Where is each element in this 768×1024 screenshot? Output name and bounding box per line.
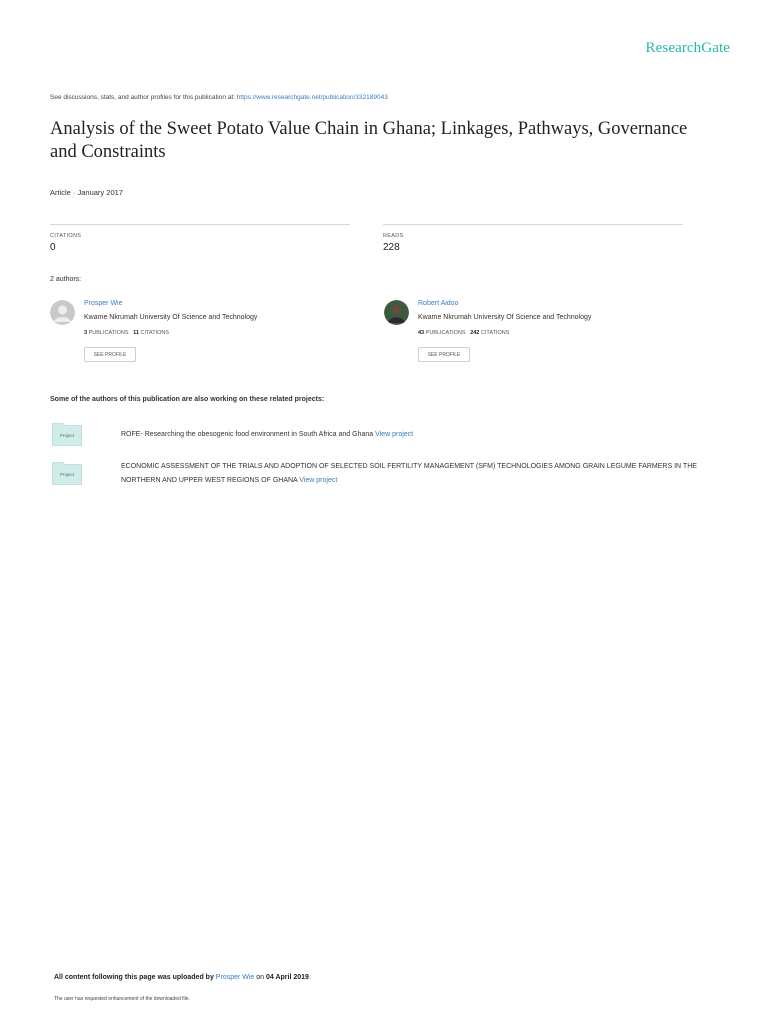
reads-divider [383, 224, 683, 225]
view-project-link[interactable]: View project [375, 431, 414, 438]
project-title: ROFE- Researching the obesogenic food environment in South Africa and Ghana [121, 431, 374, 438]
upload-date: 04 April 2019 [266, 974, 309, 981]
enhancement-note: The user has requested enhancement of the downloaded file. [54, 996, 190, 1002]
photo-avatar-icon[interactable] [384, 300, 409, 325]
discussion-prefix: See discussions, stats, and author profiles for this publication at: [50, 94, 237, 101]
author-institution: Kwame Nkrumah University Of Science and Technology [84, 314, 258, 321]
publications-label: PUBLICATIONS [425, 330, 466, 336]
author-name-robert-aidoo[interactable]: Robert Aidoo [418, 300, 459, 307]
default-avatar-icon[interactable] [50, 300, 75, 325]
citations-label: CITATIONS [140, 330, 170, 336]
see-profile-button[interactable]: SEE PROFILE [84, 347, 136, 362]
footer-prefix: All content following this page was uploaded by [54, 974, 216, 981]
publication-meta: Article · January 2017 [50, 188, 123, 197]
footer-suffix: . [308, 974, 311, 981]
related-projects-heading: Some of the authors of this publication are also working on these related projects: [50, 396, 325, 403]
reads-label: READS [383, 233, 404, 239]
authors-heading: 2 authors: [50, 276, 82, 283]
citations-label: CITATIONS [50, 233, 82, 239]
author-stats [418, 330, 509, 336]
project-title: ECONOMIC ASSESSMENT OF THE TRIALS AND ADOPTION OF SELECTED SOIL FERTILITY MANAGEMENT (SFM) TECHNOLOGIES AMONG GRAIN LEGUME FARMERS IN THE NORTHERN AND UPPER WEST REGIONS OF GHANA [121, 463, 697, 484]
author-institution: Kwame Nkrumah University Of Science and Technology [418, 314, 592, 321]
project-item [121, 460, 701, 487]
project-folder-icon [52, 422, 82, 446]
citations-divider [50, 224, 350, 225]
citations-count: 11 [133, 330, 139, 336]
project-item [121, 428, 701, 442]
uploader-link[interactable]: Prosper Wie [215, 974, 255, 981]
citations-label: CITATIONS [480, 330, 510, 336]
publication-title: Analysis of the Sweet Potato Value Chain in Ghana; Linkages, Pathways, Governance and Constraints [50, 119, 688, 162]
author-name-prosper-wie[interactable]: Prosper Wie [84, 300, 123, 307]
reads-value: 228 [383, 242, 400, 253]
publications-count: 3 [84, 330, 88, 336]
researchgate-logo[interactable]: ResearchGate [645, 40, 730, 56]
discussion-line [50, 94, 388, 101]
project-folder-icon [52, 461, 82, 485]
project-icon-label: Project [59, 472, 75, 477]
citations-count: 242 [470, 330, 480, 336]
author-stats [84, 330, 169, 336]
see-profile-button[interactable]: SEE PROFILE [418, 347, 470, 362]
upload-footer [54, 974, 311, 981]
publication-url-link[interactable]: https://www.researchgate.net/publication/332189043 [236, 94, 388, 101]
publications-label: PUBLICATIONS [88, 330, 129, 336]
project-icon-label: Project [59, 433, 75, 438]
publications-count: 43 [418, 330, 425, 336]
citations-value: 0 [50, 242, 56, 253]
footer-date-prefix: on [254, 974, 266, 981]
view-project-link[interactable]: View project [299, 476, 338, 484]
